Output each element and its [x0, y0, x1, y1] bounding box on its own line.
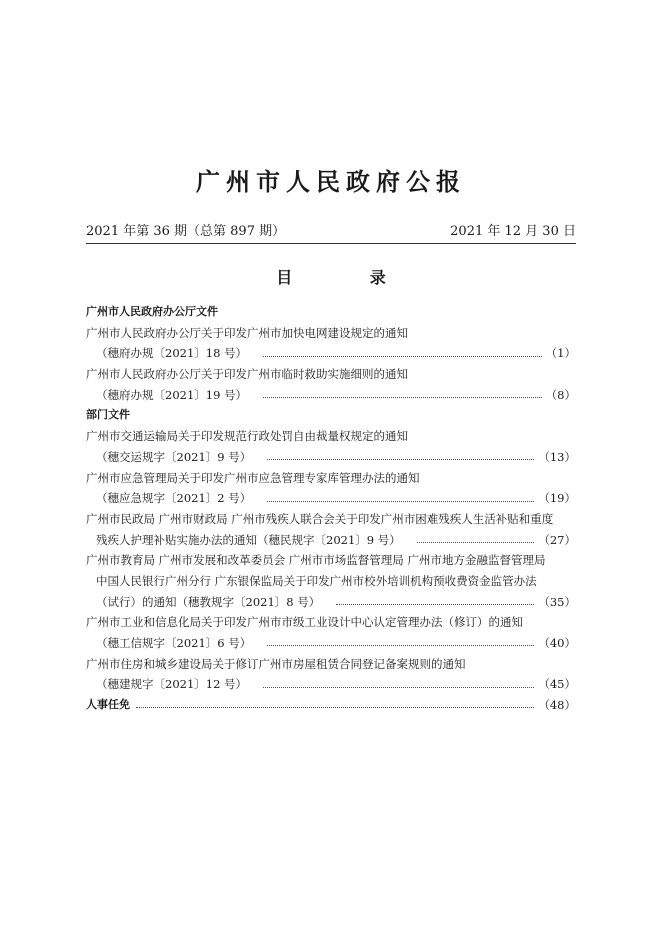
- toc-section-title: 人事任免: [86, 698, 130, 712]
- toc-entry-doc-number: （穗应急规字〔2021〕2 号）: [96, 491, 252, 506]
- toc-entry-title-cont[interactable]: 中国人民银行广州分行 广东银保监局关于印发广州市校外培训机构预收费资金监管办法: [96, 573, 537, 588]
- toc-section-title[interactable]: 部门文件: [86, 408, 130, 422]
- issue-date: 2021 年 12 月 30 日: [450, 224, 576, 239]
- toc-entry-line[interactable]: [86, 447, 576, 468]
- toc-entry-doc-number: （穗交运规字〔2021〕9 号）: [96, 449, 252, 464]
- toc-page-number: （27）: [538, 532, 576, 547]
- toc-entry-title[interactable]: 广州市人民政府办公厅关于印发广州市临时救助实施细则的通知: [86, 367, 408, 382]
- leader-dots: [267, 500, 534, 502]
- issue-line: [86, 220, 576, 239]
- toc-entry-title[interactable]: 广州市民政局 广州市财政局 广州市残疾人联合会关于印发广州市困难残疾人生活补贴和重度: [86, 511, 554, 526]
- toc-page-number: （1）: [545, 346, 576, 361]
- toc-entry-doc-number: 残疾人护理补贴实施办法的通知（穗民规字〔2021〕9 号）: [96, 532, 401, 547]
- issue-number: 2021 年第 36 期（总第 897 期）: [86, 224, 286, 239]
- toc-personnel-line[interactable]: [86, 695, 576, 716]
- bulletin-title: 广州市人民政府公报: [196, 167, 466, 196]
- leader-dots: [263, 355, 542, 357]
- toc-entry-title[interactable]: 广州市住房和城乡建设局关于修订广州市房屋租赁合同登记备案规则的通知: [86, 656, 466, 671]
- toc-page-number: （8）: [545, 387, 576, 402]
- leader-dots: [263, 686, 534, 688]
- table-of-contents: [86, 302, 576, 716]
- leader-dots: [417, 541, 535, 543]
- leader-dots: [267, 644, 534, 646]
- toc-entry-doc-number: （穗府办规〔2021〕19 号）: [96, 387, 248, 402]
- toc-entry-line[interactable]: [86, 343, 576, 364]
- leader-dots: [263, 396, 542, 398]
- toc-entry-line[interactable]: [86, 674, 576, 695]
- leader-dots: [136, 706, 534, 708]
- toc-entry-title[interactable]: 广州市交通运输局关于印发规范行政处罚自由裁量权规定的通知: [86, 429, 408, 444]
- header-divider: [86, 243, 576, 244]
- toc-entry-line[interactable]: [86, 592, 576, 613]
- toc-entry-title[interactable]: 广州市工业和信息化局关于印发广州市市级工业设计中心认定管理办法（修订）的通知: [86, 615, 523, 630]
- toc-entry-line[interactable]: [86, 633, 576, 654]
- leader-dots: [267, 458, 534, 460]
- toc-page-number: （13）: [538, 449, 576, 464]
- toc-section-title[interactable]: 广州市人民政府办公厅文件: [86, 305, 218, 318]
- toc-page-number: （35）: [538, 594, 576, 609]
- toc-page-number: （40）: [538, 636, 576, 650]
- toc-heading: 目 录: [276, 268, 422, 287]
- toc-entry-title[interactable]: 广州市教育局 广州市发展和改革委员会 广州市市场监督管理局 广州市地方金融监督管理局: [86, 553, 546, 568]
- toc-entry-doc-number: （试行）的通知（穗教规字〔2021〕8 号）: [96, 594, 321, 609]
- toc-entry-title[interactable]: 广州市人民政府办公厅关于印发广州市加快电网建设规定的通知: [86, 325, 408, 340]
- toc-entry-doc-number: （穗工信规字〔2021〕6 号）: [96, 636, 252, 650]
- toc-page-number: （45）: [538, 677, 576, 692]
- toc-entry-doc-number: （穗建规字〔2021〕12 号）: [96, 677, 248, 692]
- toc-entry-line[interactable]: [86, 530, 576, 551]
- toc-entry-title[interactable]: 广州市应急管理局关于印发广州市应急管理专家库管理办法的通知: [86, 470, 420, 485]
- toc-page-number: （19）: [538, 491, 576, 506]
- toc-entry-doc-number: （穗府办规〔2021〕18 号）: [96, 346, 248, 361]
- leader-dots: [336, 603, 534, 605]
- toc-entry-line[interactable]: [86, 385, 576, 406]
- toc-page-number: （48）: [538, 698, 576, 713]
- toc-entry-line[interactable]: [86, 488, 576, 509]
